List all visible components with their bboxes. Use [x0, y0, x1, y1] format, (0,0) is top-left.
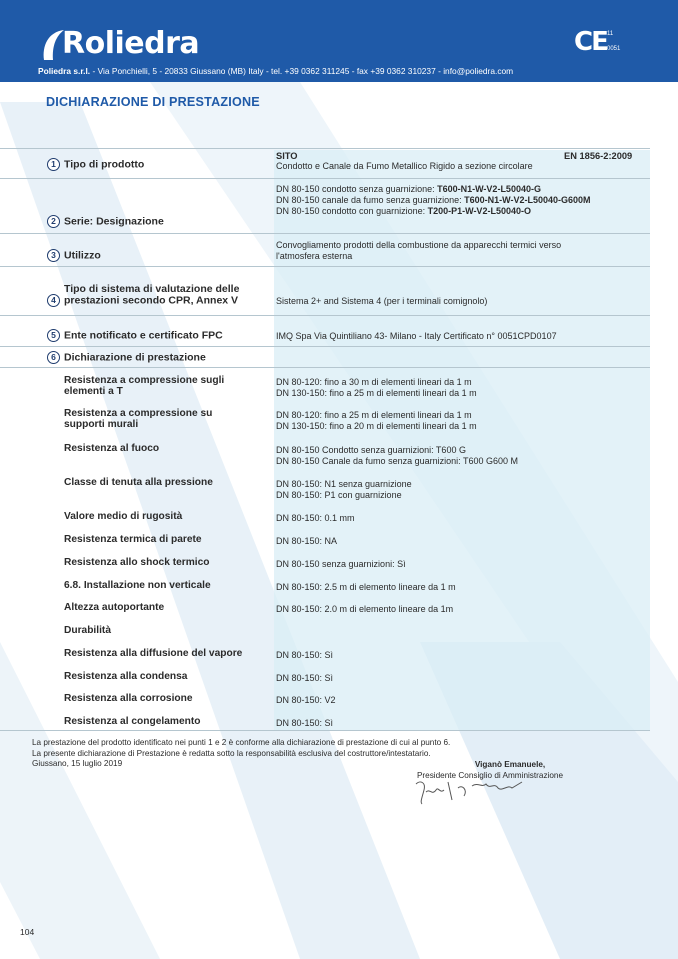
ce-marking — [574, 28, 634, 58]
company-logo — [40, 26, 200, 66]
handwritten-signature — [412, 776, 532, 808]
section-6-label: 6 Dichiarazione di prestazione — [47, 351, 206, 364]
row-separator — [0, 315, 650, 316]
section-3-value-line-2: l'atmosfera esterna — [276, 251, 353, 261]
prestazione-value: DN 80-150: 2.5 m di elemento lineare da 1 m — [276, 582, 456, 592]
prestazione-value: DN 80-150: N1 senza guarnizione — [276, 479, 412, 489]
address-details: - Via Ponchielli, 5 - 20833 Giussano (MB) Italy - tel. +39 0362 311245 - fax +39 0362 310237 - info@poliedra.com — [90, 66, 514, 76]
values-panel — [274, 150, 650, 730]
prestazione-label: Durabilità — [64, 625, 111, 636]
declaration-footer — [32, 738, 450, 770]
footer-line-responsibility: La presente dichiarazione di Prestazione è redatta sotto la responsabilità esclusiva del costruttore/intestatario. — [32, 748, 431, 758]
prestazione-label: elementi a T — [64, 386, 123, 397]
signer-role: Presidente Consiglio di Amministrazione — [416, 770, 564, 780]
prestazione-value: DN 80-150: Sì — [276, 650, 334, 660]
prestazione-value: DN 130-150: fino a 25 m di elementi lineari da 1 m — [276, 388, 477, 398]
signer-name: Viganò Emanuele, — [474, 760, 546, 769]
designazione-line-3: DN 80-150 condotto con guarnizione: T200-P1-W-V2-L50040-O — [276, 206, 531, 216]
section-4-value: Sistema 2+ and Sistema 4 (per i terminali comignolo) — [276, 296, 488, 306]
row-separator — [0, 233, 650, 234]
standard-norm: EN 1856-2:2009 — [564, 151, 633, 161]
prestazione-value: DN 80-120: fino a 25 m di elementi lineari da 1 m — [276, 410, 472, 420]
prestazione-label: Resistenza a compressione su — [64, 408, 213, 419]
section-3-value-line-1: Convogliamento prodotti della combustione da apparecchi termici verso — [276, 240, 562, 250]
row-separator — [0, 367, 650, 368]
row-separator — [0, 346, 650, 347]
page-title: DICHIARAZIONE DI PRESTAZIONE — [46, 95, 260, 109]
section-number-badge: 3 — [47, 249, 60, 262]
section-3-label: 3 Utilizzo — [47, 249, 101, 262]
prestazione-value: DN 80-150: Sì — [276, 718, 334, 728]
prestazione-label: Resistenza termica di parete — [64, 534, 202, 545]
prestazione-value: DN 80-150: NA — [276, 536, 338, 546]
logo-text: Roliedra — [62, 26, 200, 61]
prestazione-label: 6.8. Installazione non verticale — [64, 580, 211, 591]
sito-label: SITO — [276, 151, 298, 161]
prestazione-label: Resistenza allo shock termico — [64, 557, 210, 568]
section-4-label-line-1: Tipo di sistema di valutazione delle — [64, 283, 240, 295]
prestazione-value: DN 80-150 Condotto senza guarnizioni: T600 G — [276, 445, 466, 455]
section-number-badge: 5 — [47, 329, 60, 342]
section-2-label: 2 Serie: Designazione — [47, 215, 164, 228]
prestazione-label: Resistenza al congelamento — [64, 716, 201, 727]
prestazione-value: DN 80-150: P1 con guarnizione — [276, 490, 402, 500]
designazione-line-2: DN 80-150 canale da fumo senza guarnizione: T600-N1-W-V2-L50040-G600M — [276, 195, 591, 205]
prestazione-value: DN 80-150: 0.1 mm — [276, 513, 355, 523]
section-4-label: 4 prestazioni secondo CPR, Annex V — [47, 294, 238, 307]
prestazione-label: Resistenza alla condensa — [64, 671, 188, 682]
section-5-label: 5 Ente notificato e certificato FPC — [47, 329, 223, 342]
row-separator — [0, 178, 650, 179]
section-5-value: IMQ Spa Via Quintiliano 43- Milano - Italy Certificato n° 0051CPD0107 — [276, 331, 557, 341]
company-name: Poliedra s.r.l. — [38, 66, 91, 76]
prestazione-value: DN 80-150 Canale da fumo senza guarnizioni: T600 G600 M — [276, 456, 518, 466]
prestazione-label: Altezza autoportante — [64, 602, 165, 613]
prestazione-value: DN 80-150: Sì — [276, 673, 334, 683]
prestazione-label: Valore medio di rugosità — [64, 511, 183, 522]
prestazione-label: Resistenza al fuoco — [64, 443, 160, 454]
prestazione-label: Resistenza alla diffusione del vapore — [64, 648, 243, 659]
company-address — [38, 66, 513, 76]
prestazione-value: DN 130-150: fino a 20 m di elementi lineari da 1 m — [276, 421, 477, 431]
prestazione-value: DN 80-150: 2.0 m di elemento lineare da 1m — [276, 604, 454, 614]
section-number-badge: 1 — [47, 158, 60, 171]
section-number-badge: 6 — [47, 351, 60, 364]
prestazione-value: DN 80-150 senza guarnizioni: Sì — [276, 559, 406, 569]
page-number: 104 — [20, 927, 35, 937]
designazione-line-1: DN 80-150 condotto senza guarnizione: T600-N1-W-V2-L50040-G — [276, 184, 541, 194]
row-separator — [0, 148, 650, 149]
ce-notified-body-number: 0051 — [607, 46, 621, 52]
page-header — [0, 0, 678, 82]
prestazione-label: supporti murali — [64, 419, 139, 430]
footer-line-conformity: La prestazione del prodotto identificato nei punti 1 e 2 è conforme alla dichiarazione di prestazione di cui al punto 6. — [32, 738, 451, 747]
prestazione-label: Resistenza alla corrosione — [64, 693, 193, 704]
section-number-badge: 4 — [47, 294, 60, 307]
row-separator — [0, 730, 650, 731]
prestazione-label: Classe di tenuta alla pressione — [64, 477, 213, 488]
prestazione-value: DN 80-120: fino a 30 m di elementi lineari da 1 m — [276, 377, 472, 387]
ce-year: 11 — [607, 31, 614, 37]
footer-line-date: Giussano, 15 luglio 2019 — [32, 759, 123, 768]
prestazione-label: Resistenza a compressione sugli — [64, 375, 225, 386]
section-number-badge: 2 — [47, 215, 60, 228]
row-separator — [0, 266, 650, 267]
section-1-value: Condotto e Canale da Fumo Metallico Rigido a sezione circolare — [276, 161, 533, 171]
section-1-label: 1 Tipo di prodotto — [47, 158, 144, 171]
ce-mark-text: CE — [574, 27, 607, 57]
prestazione-value: DN 80-150: V2 — [276, 695, 336, 705]
